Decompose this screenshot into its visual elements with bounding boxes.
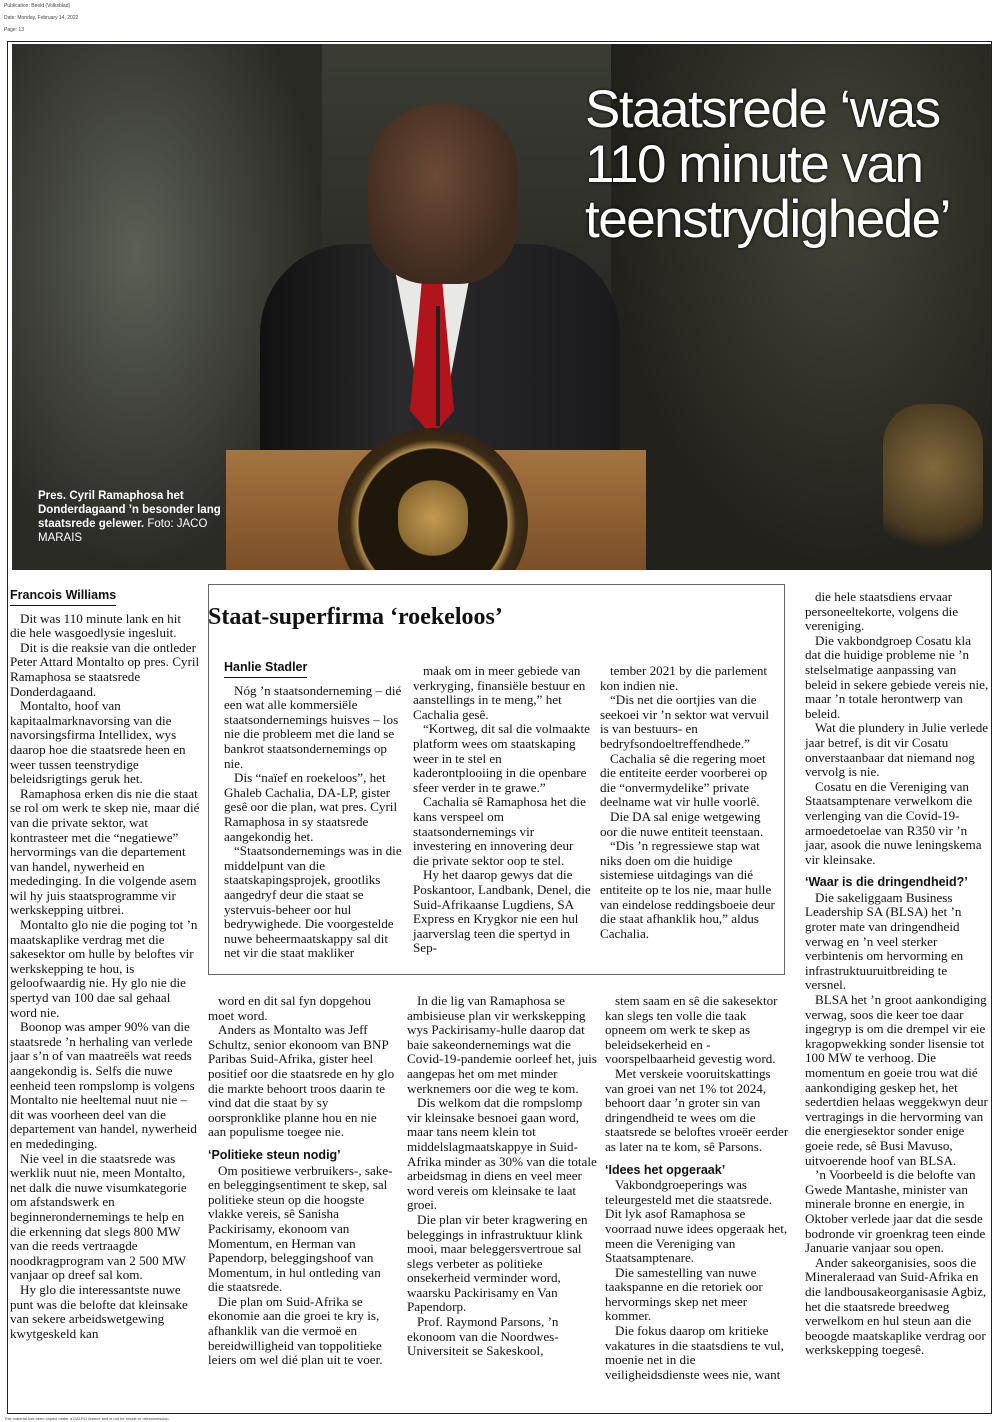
paragraph: Om positiewe verbruikers-, sake- en beleggingsentiment te skep, sal politieke steun op die hoogste vlakke vereis, sê Sanisha Packirisamy, ekonoom van Momentum, en Herman van Papendorp, beleggingshoof van Momentum, in hul ontleding van die staatsrede.: [208, 1162, 393, 1295]
main-headline: Staatsrede ‘was 110 minute van teenstrydighede’: [585, 80, 950, 249]
paragraph: Die fokus daarop om kritieke vakatures in die staatsdiens te vul, moenie net in die veiligheidsdienste wees nie, want: [605, 1323, 784, 1382]
main-column-3: [407, 994, 597, 1359]
paragraph: Cosatu en die Vereniging van Staatsamptenare verwelkom die verlenging van die Covid-19-armoedetoelae van R350 vir ’n jaar, asook die nuwe leningskema vir kleinsake.: [805, 778, 982, 867]
photo-credit: Foto: JACO MARAIS: [38, 518, 208, 544]
speaker-head: [368, 104, 518, 284]
paragraph: stem saam en sê die sakesektor kan slegs ten volle die taak opneem om werk te skep as beleidsekerheid en -voorspelbaarheid gevestig word.: [605, 993, 778, 1067]
col5-paragraphs: [805, 590, 989, 867]
col3-paragraphs: [407, 994, 597, 1359]
paragraph: Boonop was amper 90% van die staatsrede ’n herhaling van verlede jaar s’n of van maatreëls wat reeds aangekondig is. Selfs die nuwe eenheid teen rompslomp is volgens Montalto nie heeltemal nuut nie – dit was voorheen deel van die departement van handel, nywerheid en mededinging.: [10, 1019, 197, 1151]
paragraph: Die samestelling van nuwe taakspanne en die retoriek oor hervormings skep net meer kommer.: [605, 1264, 763, 1324]
paragraph: Montalto glo nie die poging tot ’n maatskaplike verdrag met die sakesektor om hulle by beloftes vir werkskepping te hou, is geloofwaardig nie. Hy glo nie die spertyd van 100 dae sal gehaal word nie.: [10, 917, 198, 1020]
col2b-paragraphs: [208, 1164, 398, 1368]
paragraph: Dit is die reaksie van die ontleder Peter Attard Montalto op pres. Cyril Ramaphosa se staatsrede Donderdagaand.: [10, 639, 200, 699]
main-byline: Francois Williams: [10, 588, 116, 606]
box-column-1: [224, 660, 404, 961]
caption-text: Pres. Cyril Ramaphosa het Donderdagaand ’n besonder lang staatsrede gelewer.: [38, 490, 221, 530]
paragraph: Die plan om Suid-Afrika se ekonomie aan die groei te kry is, afhanklik van die vermoë en bereidwilligheid van toppolitieke leiers om wel dié plan uit te voer.: [208, 1293, 383, 1368]
paragraph: Dis “naïef en roekeloos”, het Ghaleb Cachalia, DA-LP, gister gesê oor die plan, wat pres. Cyril Ramaphosa in sy staatsrede aangekondig het.: [224, 770, 398, 844]
box-byline: Hanlie Stadler: [224, 660, 307, 678]
paragraph: tember 2021 by die parlement kon indien nie.: [600, 663, 768, 693]
paragraph: Wat die plundery in Julie verlede jaar betref, is dit vir Cosatu onverstaanbaar dat niemand nog vervolg is nie.: [805, 720, 989, 780]
page-meta: Page: 13: [4, 27, 25, 33]
microphone: [436, 306, 440, 426]
date-meta: Date: Monday, February 14, 2022: [4, 15, 79, 21]
box-col3-paragraphs: [600, 664, 778, 941]
paragraph: Die sakeliggaam Business Leadership SA (BLSA) het ’n groter mate van dringendheid verwag en ’n veel sterker verbintenis om hervorming en infrastruktuuruitbreiding te versnel.: [805, 889, 964, 993]
main-column-2: [208, 994, 398, 1368]
col5b-paragraphs: [805, 891, 989, 1358]
paragraph: Die plan vir beter kragwering en beleggings in infrastruktuur klink mooi, maar beleggersvertroue sal slegs verbeter as politieke onsekerheid verminder word, waarsku Packirisamy en Van Papendorp.: [407, 1211, 588, 1315]
main-column-4: [605, 994, 789, 1382]
paragraph: Hy glo die interessantste nuwe punt was die belofte dat kleinsake van sekere arbeidswetgewing kwytgeskeld kan: [10, 1281, 188, 1341]
paragraph: word en dit sal fyn dopgehou moet word.: [208, 993, 372, 1023]
col4-paragraphs: [605, 994, 789, 1155]
col4b-paragraphs: [605, 1178, 789, 1382]
paragraph: “Staatsondernemings was in die middelpunt van die staatskapingsprojek, grootliks aangedryf deur die staat se ystervuis-beheer oor hul bedrywighede. Die voorgestelde nuwe beheermaatskappy sal dit net vir die staat makliker: [224, 843, 402, 961]
main-column-1: [10, 588, 200, 1341]
paragraph: Cachalia sê Ramaphosa het die kans verspeel om staatsondernemings vir investering en innovering deur die private sektor oop te stel.: [413, 794, 586, 868]
paragraph: die hele staatsdiens ervaar personeeltekorte, volgens die vereniging.: [805, 589, 959, 634]
col1-paragraphs: [10, 612, 200, 1342]
licence-footer: This material has been copied under a DALRO licence and is not for resale or retransmission.: [4, 1416, 170, 1421]
box-col1-paragraphs: [224, 684, 404, 961]
paragraph: Ander sakeorganisies, soos die Mineraleraad van Suid-Afrika en die landbousakeorganisasie Agbiz, het die staatsrede breedweg verwelkom en hul steun aan die beoogde maatskaplike verdrag oor werkskepping toegesê.: [805, 1254, 987, 1358]
paragraph: Montalto, hoof van kapitaalmarknavorsing van die navorsingsfirma Intellidex, wys daarop hoe die staatsrede heen en weer tussen teenstrydige beleidsrigtings geruk het.: [10, 698, 186, 787]
main-column-5: [805, 590, 989, 1358]
box-column-3: [600, 664, 778, 941]
paragraph: Hy het daarop gewys dat die Poskantoor, Landbank, Denel, die Suid-Afrikaanse Lugdiens, SA Express en Krygkor nie een hul jaarverslag teen die spertyd in Sep-: [413, 867, 591, 956]
subheading-politieke: ‘Politieke steun nodig’: [208, 1147, 341, 1162]
paragraph: Anders as Montalto was Jeff Schultz, senior ekonoom van BNP Paribas Suid-Afrika, gister heel positief oor die staatsrede en hy glo die markte behoort troos daarin te vind dat die staat by sy oorspronklike planne hou en nie aan populisme toegee nie.: [208, 1022, 395, 1140]
paragraph: BLSA het ’n groot aankondiging verwag, soos die keer toe daar ingegryp is om die drempel vir eie kragopwekking sonder lisensie tot 100 MW te verhoog. Die momentum en goeie trou wat dié aankondiging geskep het, het sedertdien helaas weggekwyn deur vertragings in die hervorming van die energiesektor sonder enige goeie rede, sê Busi Mavuso, uitvoerende hoof van BLSA.: [805, 992, 988, 1168]
parliament-logo-backdrop: [883, 404, 983, 564]
paragraph: maak om in meer gebiede van verkryging, finansiële bestuur en aanstellings in te meng,” het Cachalia gesê.: [413, 663, 586, 722]
paragraph: Cachalia sê die regering moet die entiteite eerder voorberei op die “onvermydelike” private deelname wat vir hulle voorlê.: [600, 750, 768, 810]
paragraph: ’n Voorbeeld is die belofte van Gwede Mantashe, minister van minerale bronne en energie, in Oktober verlede jaar dat die sesde bodronde vir groenkrag teen einde Januarie vanjaar sou open.: [805, 1167, 986, 1256]
coat-of-arms-icon: [398, 478, 468, 558]
paragraph: “Kortweg, dit sal die volmaakte platform wees om staatskaping weer in te stel en kaderontplooiing in die openbare sfeer verder in te grawe.”: [413, 721, 590, 795]
paragraph: Nóg ’n staatsonderneming – dié een wat alle kommersiële staatsondernemings huisves – los nie die probleem met die land se bankrot staatsondernemings op nie.: [224, 682, 402, 771]
col2-paragraphs: [208, 994, 398, 1140]
paragraph: In die lig van Ramaphosa se ambisieuse plan vir werkskepping wys Packirisamy-hulle daarop dat baie sakeondernemings wat die Covid-19-pandemie oorleef het, juis aangepas het om met minder werknemers oor die weg te kom.: [407, 993, 597, 1096]
subheading-idees: ‘Idees het opgeraak’: [605, 1162, 726, 1177]
paragraph: Prof. Raymond Parsons, ’n ekonoom van die Noordwes-Universiteit se Sakeskool,: [407, 1314, 559, 1359]
paragraph: Vakbondgroeperings was teleurgesteld met die staatsrede. Dit lyk asof Ramaphosa se voorraad nuwe idees opgeraak het, meen die Vereniging van Staatsamptenare.: [605, 1177, 788, 1266]
paragraph: “Dis ’n regressiewe stap wat niks doen om die huidige sistemiese uitdagings van dié entiteite op te los nie, maar hulle van eindelose reddingsboeie deur die staat afhanklik hou,” aldus Cachalia.: [600, 838, 775, 941]
subheading-dringendheid: ‘Waar is die dringendheid?’: [805, 875, 968, 890]
paragraph: Die vakbondgroep Cosatu kla dat die huidige probleme nie ’n stelselmatige aanpassing van beleid in sekere gebiede vereis nie, maar ’n totale herontwerp van beleid.: [805, 632, 989, 721]
box-column-2: [413, 664, 591, 956]
paragraph: Dis welkom dat die rompslomp vir kleinsake besnoei gaan word, maar tans neem klein tot middelslagmaatskappye in Suid-Afrika minder as 30% van die totale arbeidsmag in diens en veel meer word vereis om kleinsake te laat groei.: [407, 1095, 597, 1213]
sidebar-headline: Staat-superfirma ‘roekeloos’: [208, 603, 503, 630]
paragraph: Dit was 110 minute lank en hit die hele wasgoedlysie ingesluit.: [10, 610, 181, 641]
box-col2-paragraphs: [413, 664, 591, 956]
paragraph: “Dis net die oortjies van die seekoei vir ’n sektor wat vervuil is van bestuurs- en bedryfsondoeltreffendhede.”: [600, 692, 770, 751]
photo-caption: [38, 489, 224, 545]
paragraph: Nie veel in die staatsrede was werklik nuut nie, meen Montalto, net dalk die nuwe visumkategorie om afstandswerk en beginnerondernemings te help en die erkenning dat slegs 800 MW van die reeds vertraagde noodkragprogram van 2 500 MW vanjaar op dreef sal kom.: [10, 1150, 187, 1283]
paragraph: Met verskeie vooruitskattings van groei van net 1% tot 2024, behoort daar ’n groter sin van dringendheid te wees om die staatsrede se beloftes vroeër eerder as later na te kom, sê Parsons.: [605, 1065, 789, 1154]
publication-meta: Publication: Beeld (Volksblad): [4, 3, 71, 9]
paragraph: Ramaphosa erken dis nie die staat se rol om werk te skep nie, maar dié van die private sektor, wat kontrasteer met die “negatiewe” hervormings van die departement van handel, nywerheid en mededinging. In die volgende asem wil hy juis staatsprogramme vir werkskepping uitbrei.: [10, 785, 200, 918]
paragraph: Die DA sal enige wetgewing oor die nuwe entiteit teenstaan.: [600, 808, 764, 839]
